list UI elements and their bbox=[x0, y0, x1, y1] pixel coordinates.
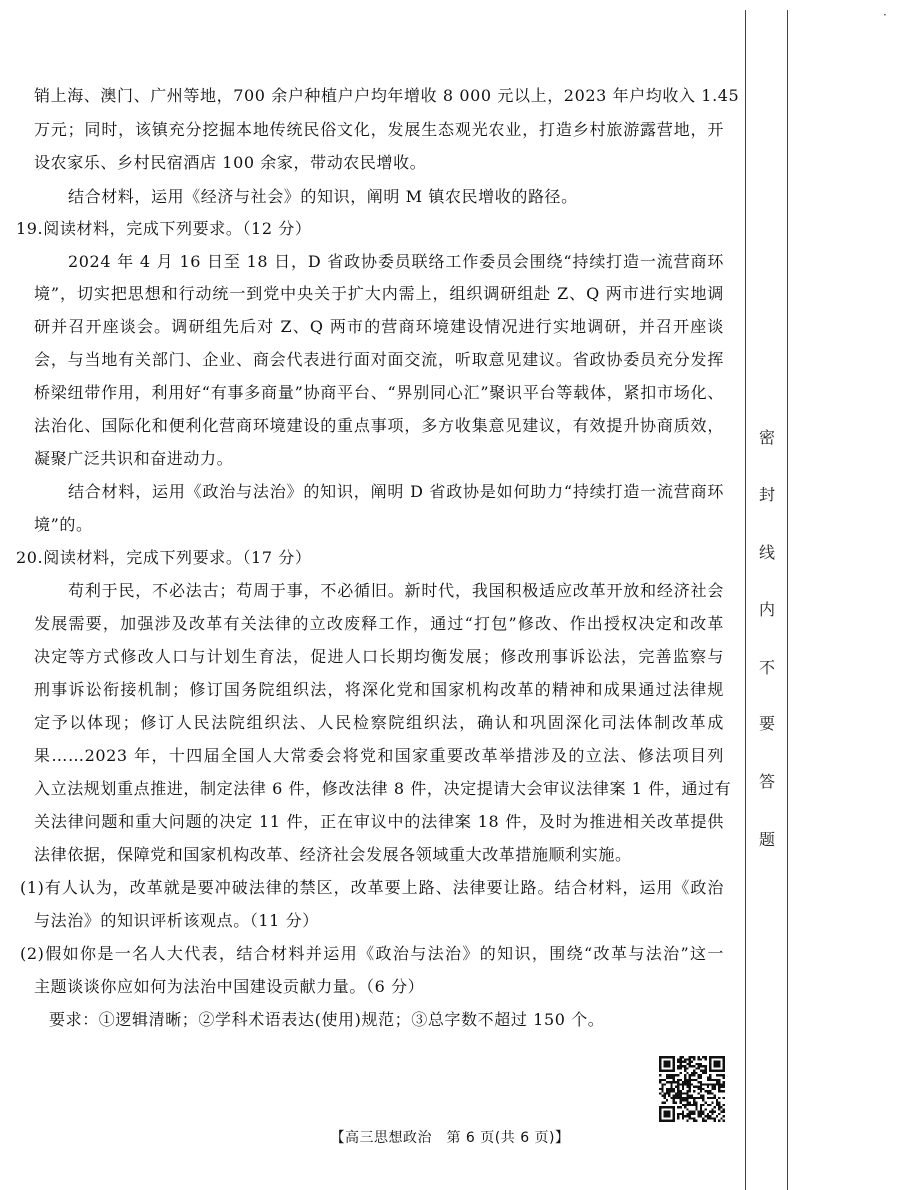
text-line: 结合材料，运用《经济与社会》的知识，阐明 M 镇农民增收的路径。 bbox=[68, 187, 578, 206]
text-line: 法治化、国际化和便利化营商环境建设的重点事项，多方收集意见建议，有效提升协商质效， bbox=[34, 416, 724, 435]
text-line: 19.阅读材料，完成下列要求。（12 分） bbox=[16, 219, 312, 238]
text-line: 研并召开座谈会。调研组先后对 Z、Q 两市的营商环境建设情况进行实地调研，并召开座谈 bbox=[34, 317, 724, 336]
binding-char: 内 bbox=[758, 600, 775, 619]
text-line: 会，与当地有关部门、企业、商会代表进行面对面交流，听取意见建议。省政协委员充分发挥 bbox=[34, 350, 724, 369]
binding-char: 题 bbox=[758, 830, 775, 849]
text-line: 发展需要，加强涉及改革有关法律的立改废释工作，通过“打包”修改、作出授权决定和改革 bbox=[34, 614, 724, 633]
text-line: 设农家乐、乡村民宿酒店 100 余家，带动农民增收。 bbox=[34, 153, 427, 172]
page-footer: 【高三思想政治 第 6 页(共 6 页)】 bbox=[330, 1130, 570, 1146]
binding-char: 线 bbox=[758, 543, 775, 562]
text-line: 定予以体现；修订人民法院组织法、人民检察院组织法，确认和巩固深化司法体制改革成 bbox=[34, 713, 724, 732]
qr-code-icon bbox=[659, 1056, 725, 1122]
text-line: 入立法规划重点推进，制定法律 6 件，修改法律 8 件，决定提请大会审议法律案 1 件，通过有 bbox=[34, 779, 732, 798]
text-line: 要求：①逻辑清晰；②学科术语表达(使用)规范；③总字数不超过 150 个。 bbox=[49, 1010, 605, 1029]
text-line: 果……2023 年，十四届全国人大常委会将党和国家重要改革举措涉及的立法、修法项目列 bbox=[34, 746, 724, 765]
text-line: 苟利于民，不必法古；苟周于事，不必循旧。新时代，我国积极适应改革开放和经济社会 bbox=[68, 581, 724, 600]
text-line: 与法治》的知识评析该观点。（11 分） bbox=[34, 911, 319, 930]
text-line: 关法律问题和重大问题的决定 11 件，正在审议中的法律案 18 件，及时为推进相关改革提供 bbox=[34, 812, 724, 831]
binding-char: 要 bbox=[758, 714, 775, 733]
text-line: 2024 年 4 月 16 日至 18 日，D 省政协委员联络工作委员会围绕“持续打造一流营商环 bbox=[68, 252, 724, 271]
text-line: 凝聚广泛共识和奋进动力。 bbox=[34, 449, 234, 468]
text-line: 境”的。 bbox=[34, 515, 93, 534]
text-line: 销上海、澳门、广州等地，700 余户种植户户均年增收 8 000 元以上，2023 年户均收入 1.45 bbox=[34, 86, 740, 105]
binding-line-right bbox=[787, 10, 788, 1190]
text-line: 境”，切实把思想和行动统一到党中央关于扩大内需上，组织调研组赴 Z、Q 两市进行实地调 bbox=[34, 284, 724, 303]
text-line: 法律依据，保障党和国家机构改革、经济社会发展各领域重大改革措施顺利实施。 bbox=[34, 845, 632, 864]
text-line: (1)有人认为，改革就是要冲破法律的禁区，改革要上路、法律要让路。结合材料，运用《政治 bbox=[20, 878, 724, 897]
binding-char: 不 bbox=[758, 658, 775, 677]
binding-char: 密 bbox=[758, 428, 775, 447]
text-line: 结合材料，运用《政治与法治》的知识，阐明 D 省政协是如何助力“持续打造一流营商环 bbox=[68, 482, 724, 501]
text-line: 决定等方式修改人口与计划生育法，促进人口长期均衡发展；修改刑事诉讼法，完善监察与 bbox=[34, 647, 724, 666]
text-line: 桥梁纽带作用，利用好“有事多商量”协商平台、“界别同心汇”聚识平台等载体，紧扣市场化、 bbox=[34, 383, 724, 402]
text-line: 20.阅读材料，完成下列要求。（17 分） bbox=[16, 548, 312, 567]
text-line: (2)假如你是一名人大代表，结合材料并运用《政治与法治》的知识，围绕“改革与法治”这一 bbox=[20, 944, 724, 963]
binding-line-left bbox=[745, 10, 746, 1190]
binding-char: 封 bbox=[758, 485, 775, 504]
text-line: 主题谈谈你应如何为法治中国建设贡献力量。（6 分） bbox=[34, 977, 425, 996]
text-line: 刑事诉讼衔接机制；修订国务院组织法，将深化党和国家机构改革的精神和成果通过法律规 bbox=[34, 680, 724, 699]
text-line: 万元；同时，该镇充分挖掘本地传统民俗文化，发展生态观光农业，打造乡村旅游露营地，开 bbox=[34, 120, 724, 139]
binding-char: 答 bbox=[758, 772, 775, 791]
corner-mark: · bbox=[883, 8, 887, 22]
